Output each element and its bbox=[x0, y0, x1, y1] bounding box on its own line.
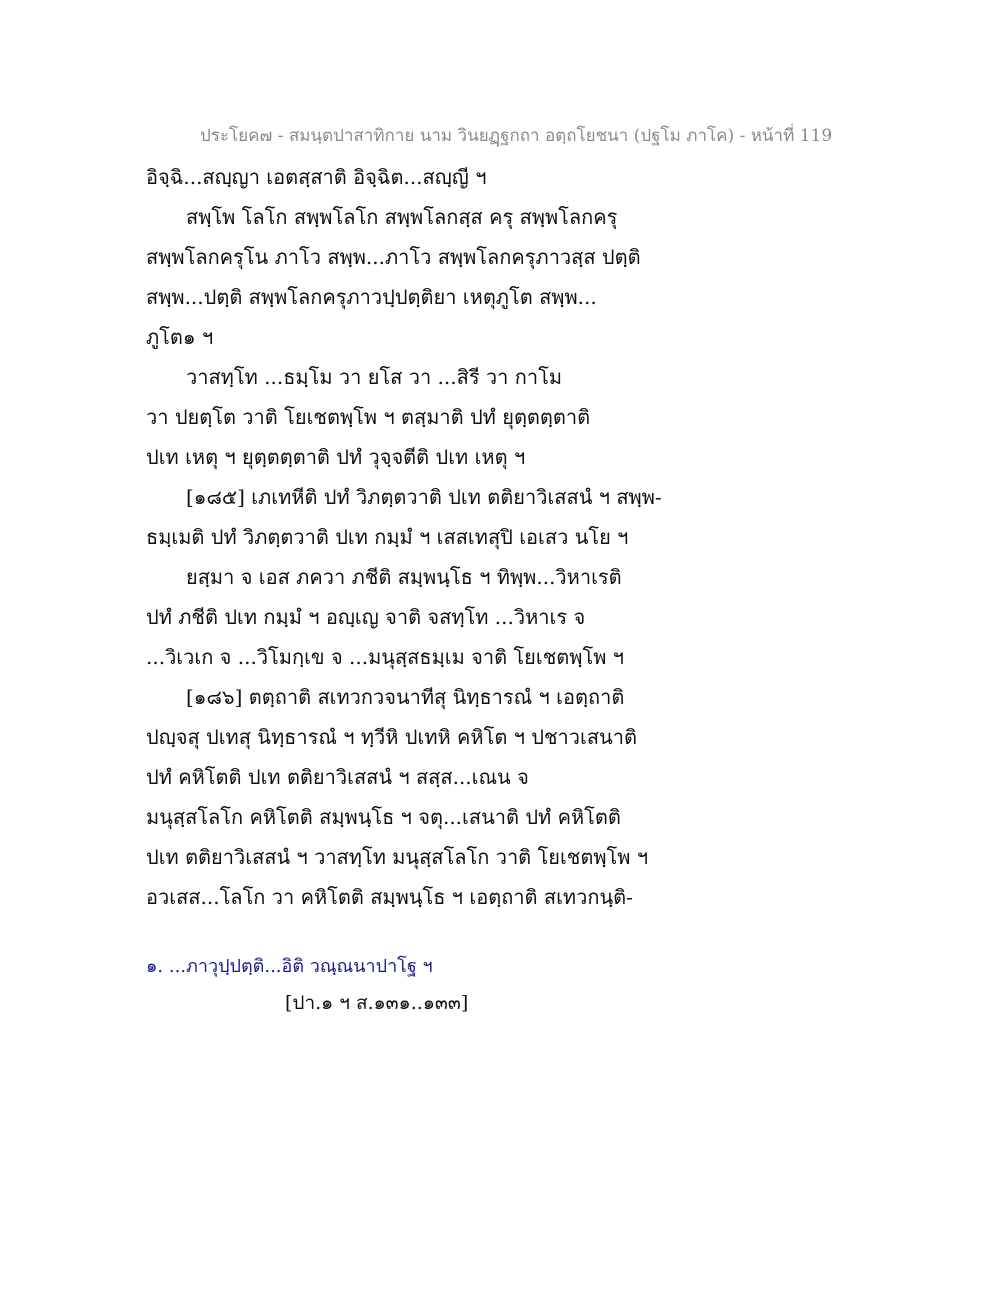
text-line: สพฺพ...ปตฺติ สพฺพโลกครุภาวปฺปตฺติยา เหตุภูโต สพฺพ... bbox=[146, 285, 597, 309]
text-line: วา ปยตฺโต วาติ โยเชตพฺโพ ฯ ตสฺมาติ ปทํ ยุตฺตตฺตาติ bbox=[146, 405, 591, 429]
text-line: ปเท เหตุ ฯ ยุตฺตตฺตาติ ปทํ วุจฺจตีติ ปเท เหตุ ฯ bbox=[146, 445, 526, 469]
text-line: ปเท ตติยาวิเสสนํ ฯ วาสทฺโท มนุสฺสโลโก วาติ โยเชตพฺโพ ฯ bbox=[146, 845, 649, 869]
text-line: ยสฺมา จ เอส ภควา ภชีติ สมฺพนฺโธ ฯ ทิพฺพ...วิหาเรติ bbox=[186, 565, 622, 589]
text-line: มนุสฺสโลโก คหิโตติ สมฺพนฺโธ ฯ จตุ...เสนาติ ปทํ คหิโตติ bbox=[146, 805, 621, 829]
text-line: ธมฺเมติ ปทํ วิภตฺตวาติ ปเท กมฺมํ ฯ เสสเทสุปิ เอเสว นโย ฯ bbox=[146, 525, 629, 549]
text-line: วาสทฺโท ...ธมฺโม วา ยโส วา ...สิรี วา กาโม bbox=[186, 365, 563, 389]
text-line: สพฺโพ โลโก สพฺพโลโก สพฺพโลกสฺส ครุ สพฺพโลกครุ bbox=[186, 205, 618, 229]
page-header: ประโยค๗ - สมนฺตปาสาทิกาย นาม วินยฏฺฐกถา อตฺถโยชนา (ปฐโม ภาโค) - หน้าที่ 119 bbox=[200, 126, 833, 146]
text-line: ปญฺจสุ ปเทสุ นิทฺธารณํ ฯ ทฺวีหิ ปเทหิ คหิโต ฯ ปชาวเสนาติ bbox=[146, 725, 637, 749]
text-line: อวเสส...โลโก วา คหิโตติ สมฺพนฺโธ ฯ เอตฺถาติ สเทวกนฺติ- bbox=[146, 885, 633, 909]
text-line: อิจฺฉิ...สญฺญา เอตสฺสาติ อิจฺฉิต...สญฺญี ฯ bbox=[146, 165, 487, 189]
text-line: สพฺพโลกครุโน ภาโว สพฺพ...ภาโว สพฺพโลกครุภาวสฺส ปตฺติ bbox=[146, 245, 641, 269]
text-line: ปทํ คหิโตติ ปเท ตติยาวิเสสนํ ฯ สสฺส...เณน จ bbox=[146, 765, 529, 789]
page-reference: [ปา.๑ ฯ ส.๑๓๑..๑๓๓] bbox=[285, 992, 469, 1014]
footnote: ๑. ...ภาวุปฺปตฺติ...อิติ วณฺณนาปาโฐ ฯ bbox=[146, 956, 433, 977]
text-line: [๑๘๖] ตตฺถาติ สเทวกวจนาทีสุ นิทฺธารณํ ฯ เอตฺถาติ bbox=[186, 685, 625, 709]
text-line: ปทํ ภชีติ ปเท กมฺมํ ฯ อญฺเญ จาติ จสทฺโท ...วิหาเร จ bbox=[146, 605, 586, 629]
body-text bbox=[146, 157, 866, 917]
text-line: ภูโต๑ ฯ bbox=[146, 325, 214, 349]
text-line: ...วิเวเก จ ...วิโมกฺเข จ ...มนุสฺสธมฺเม จาติ โยเชตพฺโพ ฯ bbox=[146, 645, 624, 669]
text-line: [๑๘๕] เภเทหีติ ปทํ วิภตฺตวาติ ปเท ตติยาวิเสสนํ ฯ สพฺพ- bbox=[186, 485, 662, 509]
